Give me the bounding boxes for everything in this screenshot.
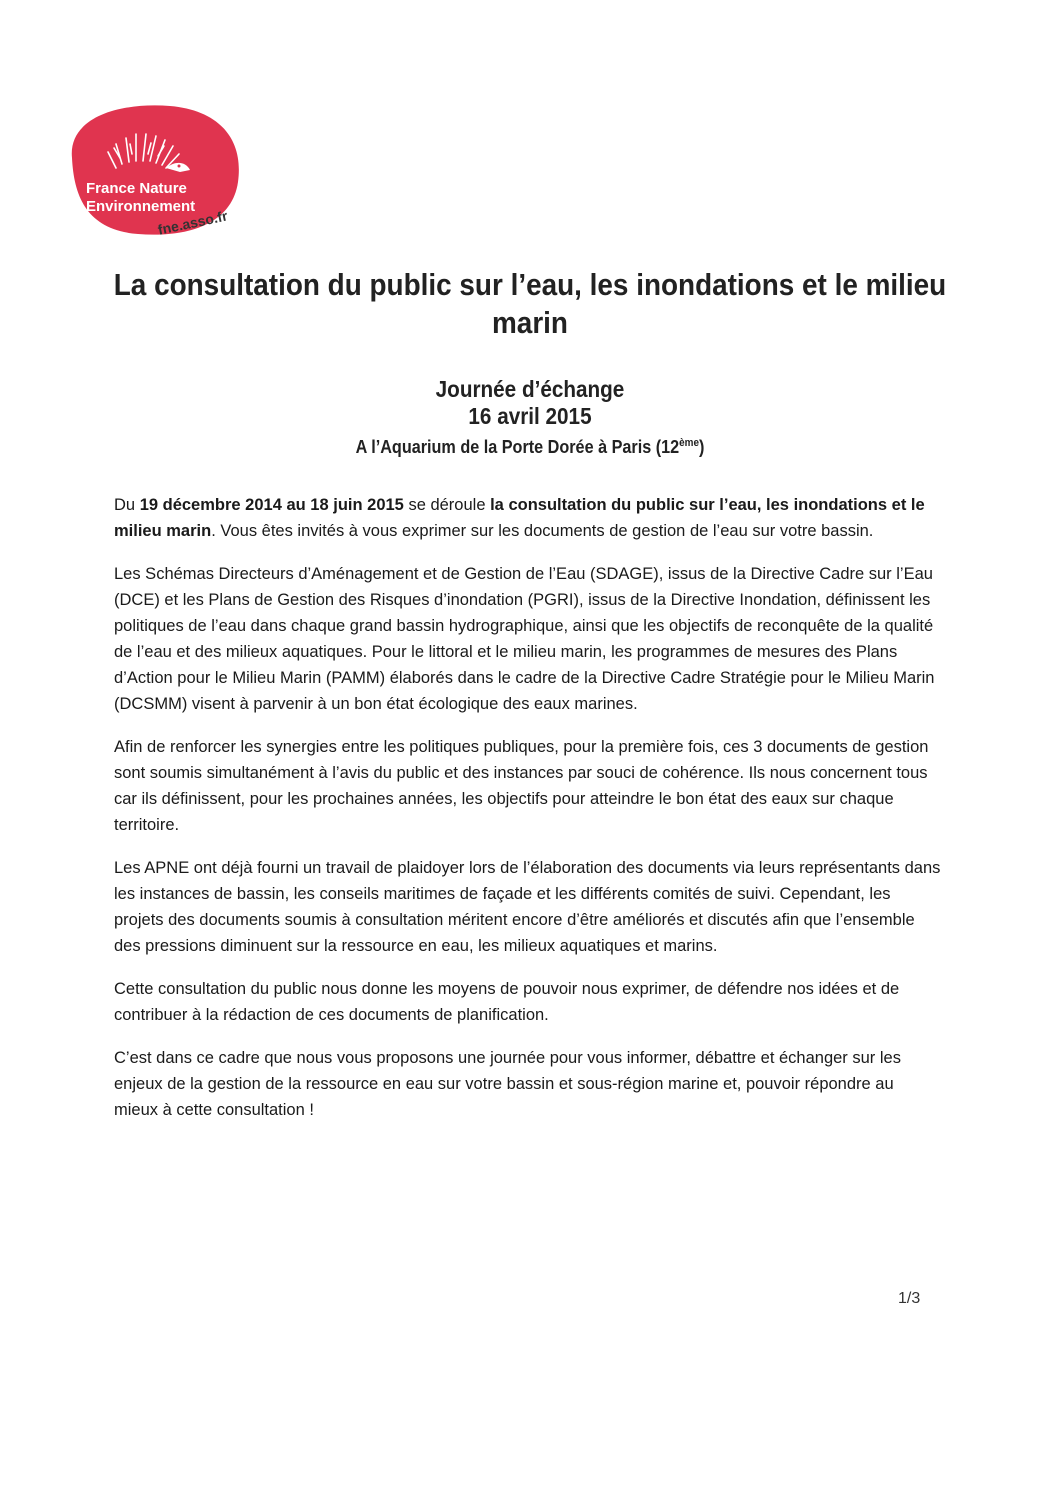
logo-url: fne.asso.fr [156,207,229,238]
page-title: La consultation du public sur l’eau, les inondations et le milieu marin [113,267,947,340]
event-location-text: A l’Aquarium de la Porte Dorée à Paris (12 [355,437,680,457]
p1-dates: 19 décembre 2014 au 18 juin 2015 [139,496,404,514]
paragraph-synergies: Afin de renforcer les synergies entre les politiques publiques, pour la première fois, ces 3 documents de gestion sont soumis simultanément à l’avis du public et des instances par souci de cohérence. Ils nous concernent tous car ils définissent, pour les prochaines années, les objectifs pour atteindre le bon état des eaux sur chaque territoire. [114,738,929,834]
p1-text-e: . Vous êtes invités à vous exprimer sur les documents de gestion de l’eau sur votre bassin. [211,522,874,540]
event-location-end: ) [698,437,705,457]
p1-text-a: Du [114,496,140,514]
logo-line-2: Environnement [86,198,196,215]
page-number: 1/3 [898,1290,921,1307]
document-body [114,492,942,1140]
logo-blob [58,98,248,248]
p1-text-c: se déroule [403,496,491,514]
event-name: Journée d’échange [435,376,625,402]
paragraph-apne: Les APNE ont déjà fourni un travail de plaidoyer lors de l’élaboration des documents via leurs représentants dans les instances de bassin, les conseils maritimes de façade et les différents comités de suivi. Cependant, les projets des documents soumis à consultation méritent encore d’être améliorés et discutés afin que l’ensemble des pressions diminuent sur la ressource en eau, les milieux aquatiques et marins. [114,859,941,955]
paragraph-intro [114,492,942,544]
event-date: 16 avril 2015 [468,403,592,429]
fne-logo [58,98,248,248]
event-location-sup: ème [679,437,699,449]
event-header [107,376,953,460]
paragraph-sdage: Les Schémas Directeurs d’Aménagement et de Gestion de l’Eau (SDAGE), issus de la Directive Cadre sur l’Eau (DCE) et les Plans de Gestion des Risques d’inondation (PGRI), issus de la Directive Inondation, définissent les politiques de l’eau dans chaque grand bassin hydrographique, ainsi que les objectifs de reconquête de la qualité de l’eau et des milieux aquatiques. Pour le littoral et le milieu marin, les programmes de mesures des Plans d’Action pour le Milieu Marin (PAMM) élaborés dans le cadre de la Directive Cadre Stratégie pour le Milieu Marin (DCSMM) visent à parvenir à un bon état écologique des eaux marines. [114,565,935,713]
paragraph-consultation: Cette consultation du public nous donne les moyens de pouvoir nous exprimer, de défendre nos idées et de contribuer à la rédaction de ces documents de planification. [114,980,900,1024]
p1-consultation: la consultation du public sur l’eau, les inondations et le milieu marin [114,496,925,540]
paragraph-journee: C’est dans ce cadre que nous vous proposons une journée pour vous informer, débattre et échanger sur les enjeux de la gestion de la ressource en eau sur votre bassin et sous-région marine et, pouvoir répondre au mieux à cette consultation ! [114,1049,901,1119]
event-location [107,430,953,460]
logo-line-1: France Nature [86,180,187,197]
